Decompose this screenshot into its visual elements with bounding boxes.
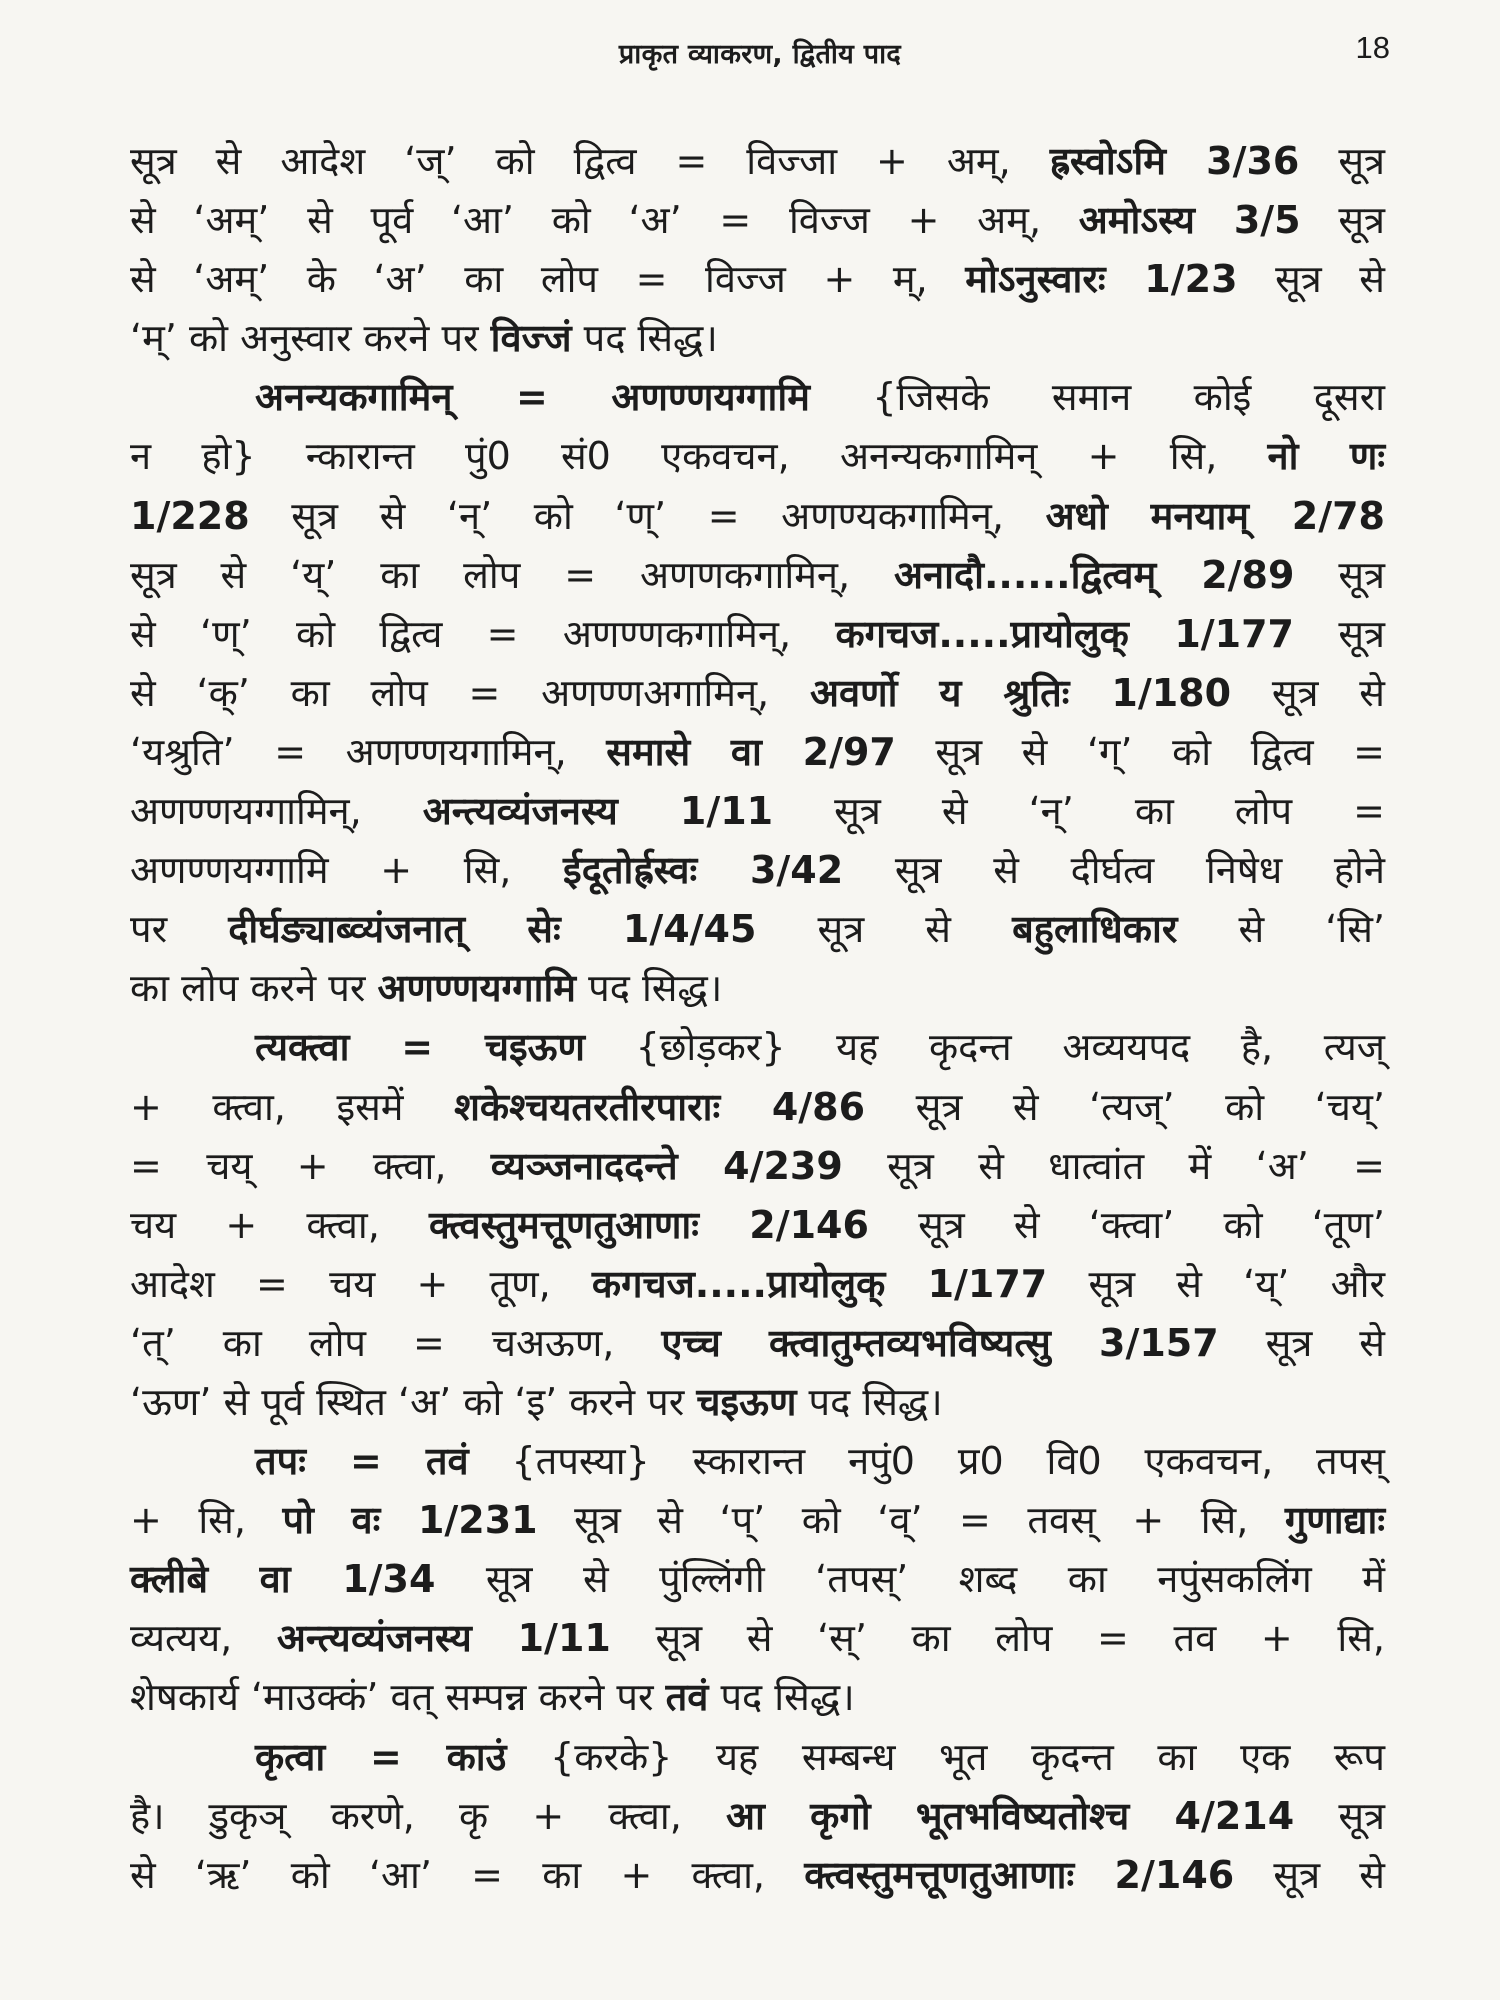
text-line [130, 1728, 1385, 1787]
bold-term: नो णः [1267, 434, 1386, 479]
text-segment: से ‘ण्’ को द्वित्व = अणण्णकगामिन्, [130, 611, 836, 656]
text-line [130, 1491, 1385, 1550]
text-line [130, 309, 1385, 368]
bold-term: तपः = तवं [255, 1439, 469, 1484]
text-segment: {जिसके समान कोई दूसरा [809, 375, 1385, 420]
text-line [130, 1550, 1385, 1609]
bold-term: क्लीबे वा 1/34 [130, 1557, 436, 1602]
text-line [130, 191, 1385, 250]
text-segment: आदेश = चय + तूण, [130, 1261, 592, 1306]
text-line [130, 841, 1385, 900]
text-segment: {छोड़कर} यह कृदन्त अव्ययपद है, त्यज् [584, 1025, 1385, 1070]
text-line [130, 368, 1385, 427]
bold-term: गुणाद्याः [1284, 1498, 1385, 1543]
bold-term: अन्त्यव्यंजनस्य 1/11 [276, 1616, 611, 1661]
text-segment: ‘त्’ का लोप = चअऊण, [130, 1320, 662, 1365]
bold-term: कगचज.....प्रायोलुक् 1/177 [591, 1261, 1048, 1306]
bold-term: क्त्वस्तुमत्तूणतुआणाः 2/146 [429, 1202, 869, 1247]
text-line [130, 1314, 1385, 1373]
text-segment: सूत्र से [1234, 1852, 1385, 1897]
text-segment: सूत्र से ‘स्’ का लोप = तव + सि, [610, 1616, 1385, 1661]
text-line [130, 1609, 1385, 1668]
text-line [130, 1255, 1385, 1314]
text-segment: + क्त्वा, इसमें [130, 1084, 455, 1129]
bold-term: बहुलाधिकार [1012, 907, 1178, 952]
text-line [130, 1373, 1385, 1432]
text-line [130, 1018, 1385, 1077]
text-segment: सूत्र से आदेश ‘ज्’ को द्वित्व = विज्जा + अम्, [130, 139, 1050, 183]
text-segment: से ‘क्’ का लोप = अणण्णअगामिन्, [130, 670, 810, 715]
bold-term: त्यक्त्वा = चइऊण [255, 1025, 585, 1070]
text-segment: सूत्र [1294, 552, 1385, 597]
text-line [130, 487, 1385, 546]
text-segment: से ‘ऋ’ को ‘आ’ = का + क्त्वा, [130, 1852, 805, 1897]
text-line [130, 1432, 1385, 1491]
text-line [130, 1846, 1385, 1905]
bold-term: चइऊण [696, 1379, 797, 1424]
running-title: प्राकृत व्याकरण, द्वितीय पाद [618, 39, 902, 70]
bold-term: दीर्घङ्याब्व्यंजनात् सेः 1/4/45 [228, 907, 757, 952]
text-segment: पर [130, 907, 229, 952]
text-segment: {करके} यह सम्बन्ध भूत कृदन्त का एक रूप [506, 1734, 1386, 1779]
text-line [130, 1137, 1385, 1196]
page-body-text [130, 132, 1385, 1905]
text-segment: सूत्र [1293, 611, 1385, 656]
text-segment: सूत्र से ‘त्यज्’ को ‘चय्’ [865, 1084, 1385, 1129]
bold-term: व्यञ्जनाददन्ते 4/239 [490, 1143, 843, 1188]
bold-term: आ कृगो भूतभविष्यतोश्च 4/214 [726, 1793, 1295, 1838]
text-segment: सूत्र [1300, 198, 1385, 243]
text-line [130, 1668, 1385, 1727]
text-line [130, 546, 1385, 605]
text-line [130, 782, 1385, 841]
text-segment: ‘यश्रुति’ = अणण्णयगामिन्, [130, 729, 607, 774]
page-header [130, 30, 1390, 80]
text-line [130, 1787, 1385, 1846]
text-line [130, 427, 1385, 486]
text-segment: सूत्र से पुंल्लिंगी ‘तपस्’ शब्द का नपुंसकलिंग में [435, 1557, 1385, 1602]
text-line [130, 1196, 1385, 1255]
text-segment: सूत्र से ‘ग्’ को द्वित्व = [895, 729, 1386, 774]
text-line [130, 250, 1385, 309]
bold-term: अवर्णो य श्रुतिः 1/180 [809, 670, 1232, 715]
text-segment: पद सिद्ध। [576, 966, 723, 1011]
bold-term: तवं [665, 1675, 709, 1720]
text-segment: ‘म्’ को अनुस्वार करने पर [130, 316, 491, 361]
text-segment: सूत्र से [1218, 1320, 1385, 1365]
text-line [130, 605, 1385, 664]
bold-term: विज्जं [490, 316, 572, 361]
text-segment: + सि, [130, 1498, 283, 1543]
text-segment: से ‘सि’ [1177, 907, 1385, 952]
text-segment: सूत्र [1294, 1793, 1385, 1838]
text-segment: सूत्र से [1231, 670, 1385, 715]
text-segment: सूत्र से [1237, 257, 1385, 302]
bold-term: अमोऽस्य 3/5 [1078, 198, 1301, 243]
text-segment: अणण्णयग्गामिन्, [130, 789, 423, 834]
text-segment: सूत्र से ‘न्’ का लोप = [773, 789, 1385, 834]
text-line [130, 664, 1385, 723]
text-line [130, 723, 1385, 782]
bold-term: अनन्यकगामिन् = अणण्णयग्गामि [255, 375, 810, 420]
text-line [130, 1078, 1385, 1137]
bold-term: अधो मनयाम् 2/78 [1045, 493, 1385, 538]
bold-term: समासे वा 2/97 [606, 729, 896, 774]
bold-term: ईदूतोर्ह्रस्वः 3/42 [563, 848, 844, 893]
text-segment: सूत्र [1299, 139, 1385, 183]
bold-term: अणण्णयग्गामि [377, 966, 577, 1011]
bold-term: क्त्वस्तुमत्तूणतुआणाः 2/146 [804, 1852, 1235, 1897]
text-segment: से ‘अम्’ के ‘अ’ का लोप = विज्ज + म्, [130, 257, 966, 302]
text-segment: सूत्र से ‘य्’ का लोप = अणणकगामिन्, [130, 552, 894, 597]
text-segment: सूत्र से ‘क्त्वा’ को ‘तूण’ [868, 1202, 1385, 1247]
text-segment: ‘ऊण’ से पूर्व स्थित ‘अ’ को ‘इ’ करने पर [130, 1379, 697, 1424]
text-segment: का लोप करने पर [130, 966, 378, 1011]
text-segment: सूत्र से [756, 907, 1013, 952]
text-segment: चय + क्त्वा, [130, 1202, 429, 1247]
text-segment: सूत्र से धात्वांत में ‘अ’ = [842, 1143, 1386, 1188]
text-segment: सूत्र से दीर्घत्व निषेध होने [843, 848, 1385, 893]
text-segment: {तपस्या} स्कारान्त नपुं0 प्र0 वि0 एकवचन, तपस् [468, 1439, 1385, 1484]
text-segment: पद सिद्ध। [571, 316, 718, 361]
text-segment: व्यत्यय, [130, 1616, 277, 1661]
bold-term: कगचज.....प्रायोलुक् 1/177 [835, 611, 1294, 656]
bold-term: शकेश्चयतरतीरपाराः 4/86 [454, 1084, 866, 1129]
bold-term: एच्च क्त्वातुम्तव्यभविष्यत्सु 3/157 [661, 1320, 1219, 1365]
text-line [130, 900, 1385, 959]
text-line [130, 959, 1385, 1018]
bold-term: अन्त्यव्यंजनस्य 1/11 [422, 789, 774, 834]
bold-term: अनादौ......द्वित्वम् 2/89 [893, 552, 1295, 597]
text-segment: न हो} न्कारान्त पुं0 सं0 एकवचन, अनन्यकगामिन् + सि, [130, 434, 1268, 479]
text-line [130, 132, 1385, 191]
page-number: 18 [1355, 30, 1390, 65]
text-segment: पद सिद्ध। [708, 1675, 855, 1720]
bold-term: कृत्वा = काउं [255, 1734, 507, 1779]
text-segment: = चय् + क्त्वा, [130, 1143, 491, 1188]
text-segment: से ‘अम्’ से पूर्व ‘आ’ को ‘अ’ = विज्ज + अम्, [130, 198, 1079, 243]
bold-term: मोऽनुस्वारः 1/23 [965, 257, 1238, 302]
text-segment: है। डुकृञ् करणे, कृ + क्त्वा, [130, 1793, 726, 1838]
text-segment: सूत्र से ‘य्’ और [1047, 1261, 1385, 1306]
text-segment: पद सिद्ध। [796, 1379, 943, 1424]
bold-term: पो वः 1/231 [282, 1498, 538, 1543]
text-segment: सूत्र से ‘प्’ को ‘व्’ = तवस् + सि, [537, 1498, 1285, 1543]
text-segment: शेषकार्य ‘माउक्कं’ वत् सम्पन्न करने पर [130, 1675, 666, 1720]
bold-term: ह्रस्वोऽमि 3/36 [1049, 139, 1300, 183]
bold-term: 1/228 [130, 493, 250, 538]
text-segment: सूत्र से ‘न्’ को ‘ण्’ = अणण्यकगामिन्, [249, 493, 1046, 538]
text-segment: अणण्णयग्गामि + सि, [130, 848, 564, 893]
